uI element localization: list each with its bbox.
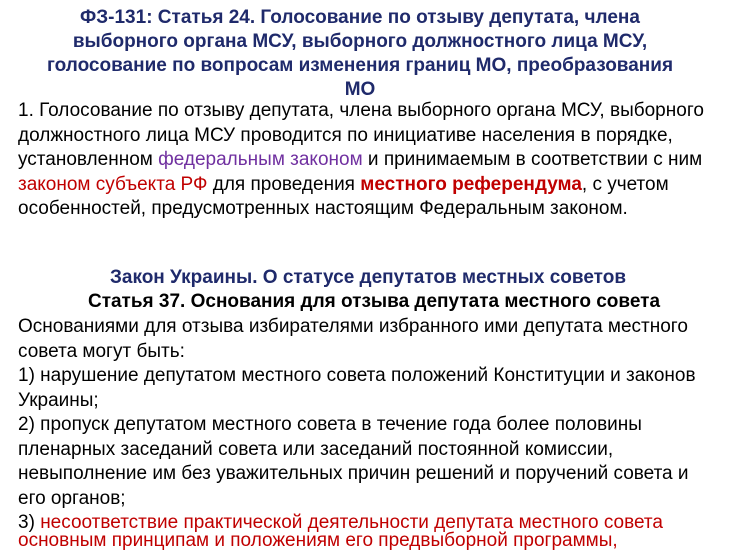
title-line-4: МО [344, 79, 376, 100]
title-line-1: ФЗ-131: Статья 24. Голосование по отзыву депутата, члена [80, 7, 640, 28]
paragraph1-text-d: , с учетом особенностей, предусмотренных настоящим Федеральным законом. [18, 173, 669, 219]
ukraine-article-body [18, 315, 718, 536]
article-item-3-red: несоответствие практической деятельности депутата местного совета [40, 512, 663, 533]
ukraine-article-title: Статья 37. Основания для отзыва депутата местного совета [87, 291, 661, 312]
article-item-3-prefix: 3) [18, 512, 41, 533]
ukraine-law-title: Закон Украины. О статусе депутатов местных советов [109, 267, 627, 288]
subject-law-link: законом субъекта РФ [18, 173, 208, 195]
paragraph1-text-c: для проведения [207, 173, 361, 195]
local-referendum-term: местного референдума [360, 173, 582, 195]
title-line-2: выборного органа МСУ, выборного должностного лица МСУ, [72, 31, 648, 52]
federal-law-link: федеральным законом [158, 149, 363, 170]
paragraph1-text-b: и принимаемым в соответствии с ним [362, 149, 703, 170]
slide-title [14, 6, 706, 102]
article-item-2: 2) пропуск депутатом местного совета в течение года более половины пленарных заседаний совета или заседаний постоянной комиссии, невыполнение им без уважительных причин решений и поручений совета и его органов; [18, 414, 689, 509]
title-line-3: голосование по вопросам изменения границ МО, преобразования [46, 55, 674, 76]
article-item-1: 1) нарушение депутатом местного совета положений Конституции и законов Украины; [18, 365, 696, 411]
paragraph-fz131 [18, 99, 718, 222]
article-intro: Основаниями для отзыва избирателями избранного ими депутата местного совета могут быть: [18, 316, 688, 362]
paragraph1-text-a: 1. Голосование по отзыву депутата, члена выборного органа МСУ, выборного должностного лица МСУ проводится по инициативе населения в порядке, установленном [18, 100, 704, 170]
article-item-3-continuation: основным принципам и положениям его предвыборной программы, [18, 530, 618, 551]
